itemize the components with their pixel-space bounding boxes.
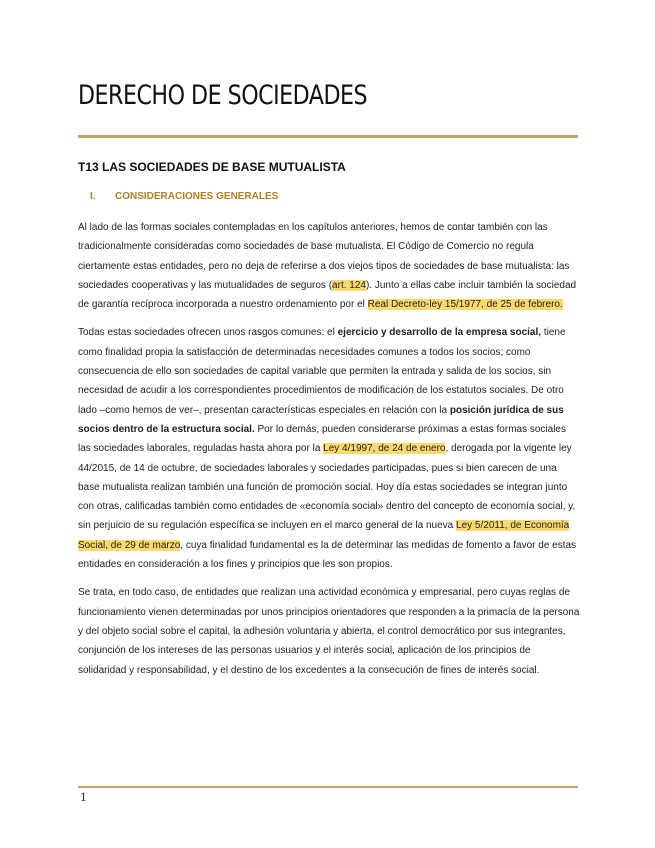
paragraph-text: Todas estas sociedades ofrecen unos rasgos comunes: el xyxy=(78,327,338,339)
legal-reference-link[interactable]: Real Decreto-ley 15/1977, de 25 de febrero. xyxy=(367,299,563,311)
section-number: I. xyxy=(90,191,96,202)
footer-divider xyxy=(78,786,578,788)
paragraph-text: ). Junto a ellas cabe incluir también la sociedad de garantía recíproca incorporada a nuestro ordenamiento por el xyxy=(78,279,577,311)
body-text xyxy=(78,218,580,689)
legal-reference-link[interactable]: art. 124 xyxy=(332,279,366,291)
legal-reference-link[interactable]: Ley 5/2011, de Economía Social, de 29 de marzo xyxy=(78,520,570,551)
paragraph-1 xyxy=(78,218,580,314)
document-title: DERECHO DE SOCIEDADES xyxy=(78,80,368,111)
paragraph-text: Se trata, en todo caso, de entidades que realizan una actividad económica y empresarial, pero cuyas reglas de funcionamiento vienen determinadas por unos principios orientadores que responden a la primacía de la persona y del objeto social sobre el capital, la adhesión voluntaria y abierta, el control democrático por sus integrantes, conjunción de los intereses de las personas usuarios y el interés social, aplicación de los principios de solidaridad y responsabilidad, y el destino de los excedentes a la consecución de fines de interés social. xyxy=(78,587,580,676)
paragraph-text: tiene como finalidad propia la satisfacción de determinadas necesidades comunes a todos los socios; como consecuencia de ello son sociedades de capital variable que permiten la entrada y salida de los socios, sin necesidad de acudir a los correspondientes procedimientos de modificación de los estatutos sociales. De otro lado –como hemos de ver–, presentan características especiales en relación con la xyxy=(78,327,566,416)
title-divider xyxy=(78,135,578,138)
section-title: CONSIDERACIONES GENERALES xyxy=(115,191,279,202)
paragraph-3 xyxy=(78,583,580,679)
emphasis-text: posición jurídica de sus socios dentro de la estructura social. xyxy=(78,404,564,435)
page-number: 1 xyxy=(80,791,87,804)
legal-reference-link[interactable]: Ley 4/1997, de 24 de enero xyxy=(323,443,446,455)
emphasis-text: ejercicio y desarrollo de la empresa social, xyxy=(337,327,542,339)
topic-heading: T13 LAS SOCIEDADES DE BASE MUTUALISTA xyxy=(78,160,346,174)
paragraph-text: Por lo demás, pueden considerarse próximas a estas formas sociales las sociedades laborales, reguladas hasta ahora por la xyxy=(78,423,566,455)
paragraph-text: , derogada por la vigente ley 44/2015, de 14 de octubre, de sociedades laborales y sociedades participadas, pues si bien carecen de una base mutualista realizan también una función de promoción social. Hoy día estas sociedades se integran junto con otras, calificadas también como entidades de «economía social» dentro del concepto de economía social, y, sin perjuicio de su regulación específica se incluyen en el marco general de la nueva xyxy=(78,443,576,532)
paragraph-2 xyxy=(78,323,580,574)
section-heading xyxy=(90,191,278,202)
paragraph-text: Al lado de las formas sociales contempladas en los capítulos anteriores, hemos de contar también con las tradicionalmente consideradas como sociedades de base mutualista. El Código de Comercio no regula ciertamente estas entidades, pero no deja de referirse a dos viejos tipos de sociedades de base mutualista: las sociedades cooperativas y las mutualidades de seguros ( xyxy=(78,222,570,291)
paragraph-text: , cuya finalidad fundamental es la de determinar las medidas de fomento a favor de estas entidades en consideración a los fines y principios que les son propios. xyxy=(78,539,577,571)
